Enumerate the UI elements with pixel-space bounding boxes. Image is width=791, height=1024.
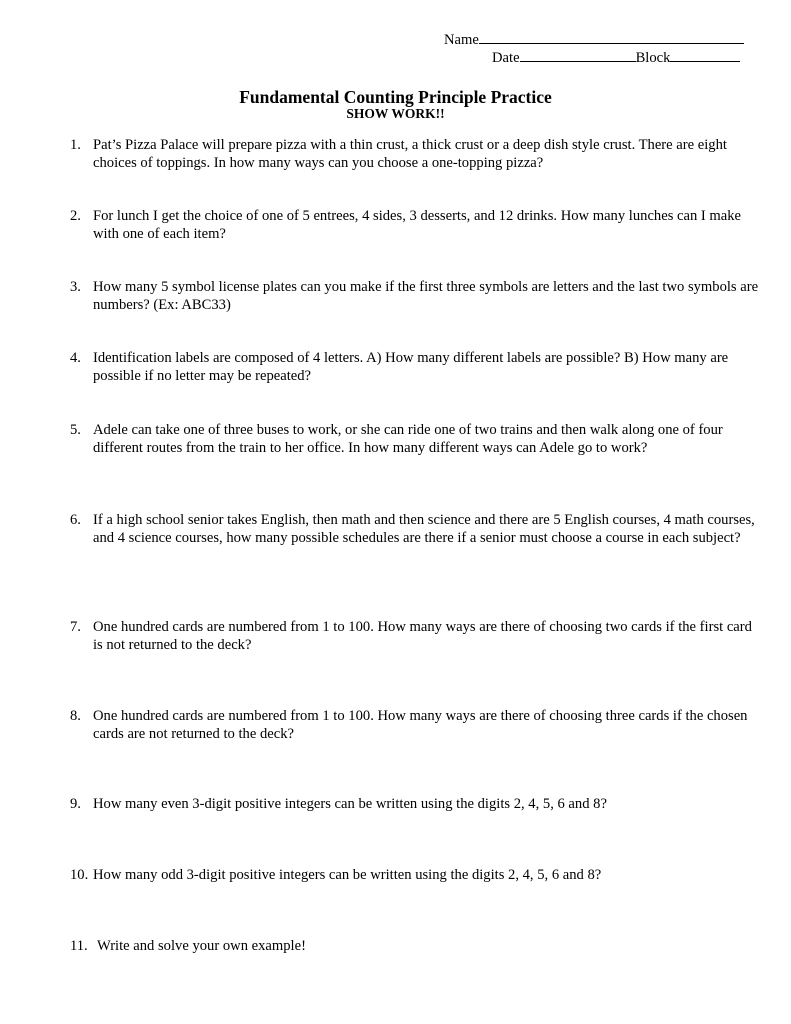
- question-number: 4.: [70, 350, 81, 366]
- page-subtitle: SHOW WORK!!: [346, 106, 445, 121]
- question-number: 8.: [70, 708, 81, 724]
- question-number: 1.: [70, 137, 81, 153]
- question-text: If a high school senior takes English, then math and then science and there are 5 English courses, 4 math courses, and 4 science courses, how many possible schedules are there if a senior must choose a course in each subject?: [93, 512, 755, 546]
- header-name-line: [444, 30, 744, 49]
- question-number: 2.: [70, 208, 81, 224]
- question-text: For lunch I get the choice of one of 5 entrees, 4 sides, 3 desserts, and 12 drinks. How many lunches can I make with one of each item?: [93, 208, 742, 242]
- question-number: 11.: [70, 938, 88, 954]
- date-label: Date: [492, 50, 520, 66]
- question-number: 9.: [70, 796, 81, 812]
- question-text: One hundred cards are numbered from 1 to 100. How many ways are there of choosing three cards if the chosen cards are not returned to the deck?: [93, 708, 748, 742]
- header-date-block-line: [492, 48, 740, 67]
- block-blank[interactable]: [670, 48, 740, 62]
- date-blank[interactable]: [520, 48, 636, 62]
- question-text: Adele can take one of three buses to work, or she can ride one of two trains and then walk along one of four different routes from the train to her office. In how many different ways can Adele go to work?: [93, 422, 723, 456]
- name-label: Name: [444, 32, 479, 48]
- question-text: Write and solve your own example!: [97, 938, 306, 954]
- question-number: 6.: [70, 512, 81, 528]
- name-blank[interactable]: [479, 30, 744, 44]
- page-title: Fundamental Counting Principle Practice: [239, 87, 552, 107]
- question-number: 7.: [70, 619, 81, 635]
- question-text: How many even 3-digit positive integers can be written using the digits 2, 4, 5, 6 and 8?: [93, 796, 607, 812]
- question-number: 10.: [70, 867, 89, 883]
- question-text: One hundred cards are numbered from 1 to 100. How many ways are there of choosing two cards if the first card is not returned to the deck?: [93, 619, 752, 653]
- block-label: Block: [635, 50, 671, 66]
- question-text: Identification labels are composed of 4 letters. A) How many different labels are possible? B) How many are possible if no letter may be repeated?: [93, 350, 729, 384]
- question-number: 3.: [70, 279, 81, 295]
- question-number: 5.: [70, 422, 81, 438]
- question-text: How many odd 3-digit positive integers can be written using the digits 2, 4, 5, 6 and 8?: [93, 867, 602, 883]
- question-text: How many 5 symbol license plates can you make if the first three symbols are letters and the last two symbols are numbers? (Ex: ABC33): [93, 279, 759, 313]
- question-text: Pat’s Pizza Palace will prepare pizza with a thin crust, a thick crust or a deep dish style crust. There are eight choices of toppings. In how many ways can you choose a one-topping pizza?: [93, 137, 727, 171]
